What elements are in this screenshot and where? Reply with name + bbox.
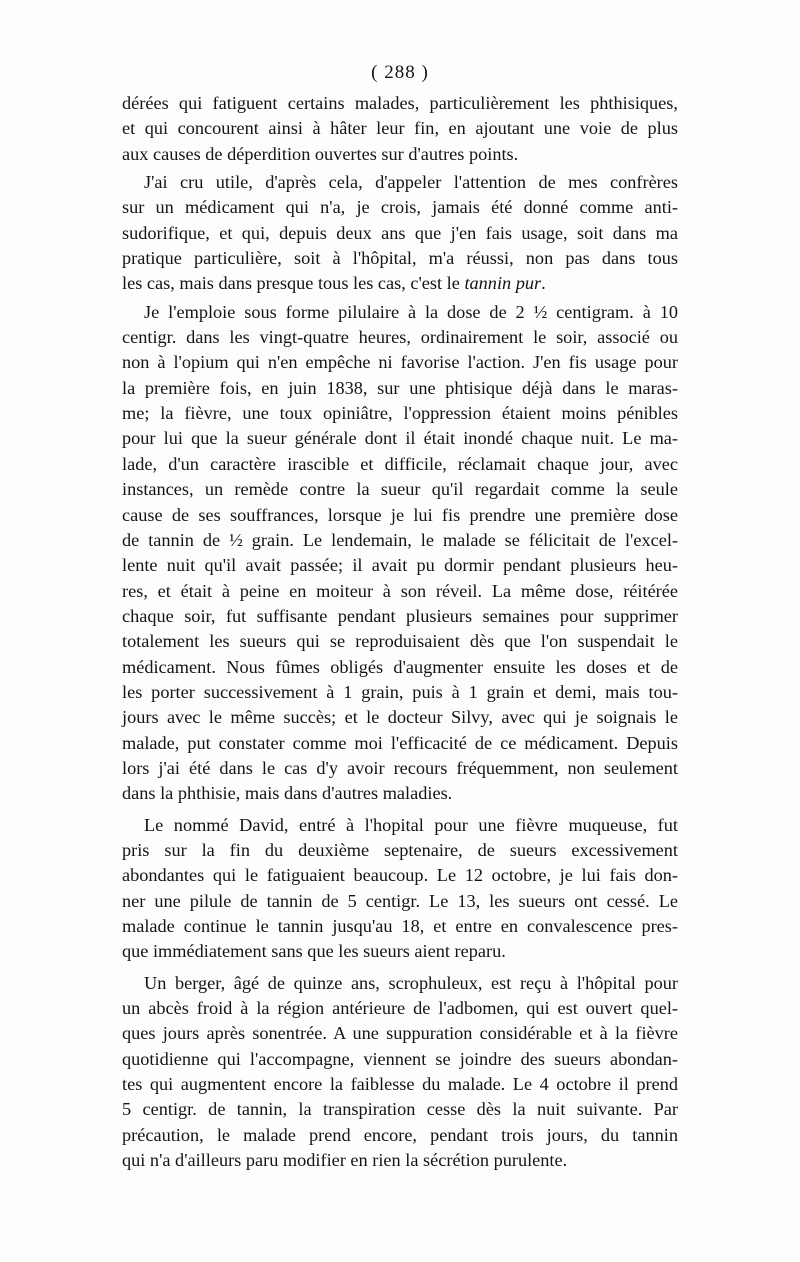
text-line: Le nommé David, entré à l'hopital pour une fièvre muqueuse, fut bbox=[144, 814, 678, 835]
text-line: res, et était à peine en moiteur à son réveil. La même dose, réitérée bbox=[122, 580, 678, 601]
text-line: dérées qui fatiguent certains malades, particulièrement les phthisiques, bbox=[122, 93, 678, 113]
text-line: précaution, le malade prend encore, pendant trois jours, du tannin bbox=[122, 1124, 678, 1145]
text-line: jours avec le même succès; et le docteur Silvy, avec qui je soignais le bbox=[122, 707, 678, 728]
text-line: abondantes qui le fatiguaient beaucoup. Le 12 octobre, je lui fais don- bbox=[122, 865, 678, 886]
text-line: sur un médicament qui n'a, je crois, jamais été donné comme anti- bbox=[122, 197, 678, 218]
paragraph-2 bbox=[122, 170, 678, 297]
text-line: qui n'a d'ailleurs paru modifier en rien la sécrétion purulente. bbox=[122, 1150, 568, 1171]
page-number: ( 288 ) bbox=[371, 62, 429, 83]
text-line: lente nuit qu'il avait passée; il avait pu dormir pendant plusieurs heu- bbox=[122, 555, 678, 576]
text-line: médicament. Nous fûmes obligés d'augmenter ensuite les doses et de bbox=[122, 656, 678, 677]
text-line: que immédiatement sans que les sueurs aient reparu. bbox=[122, 941, 506, 962]
text-line: de tannin de ½ grain. Le lendemain, le malade se félicitait de l'excel- bbox=[122, 529, 678, 550]
text-line-with-emphasis bbox=[122, 271, 678, 296]
text-line: dans la phthisie, mais dans d'autres maladies. bbox=[122, 783, 453, 804]
text-line: un abcès froid à la région antérieure de l'adbomen, qui est ouvert quel- bbox=[122, 998, 678, 1019]
text-line: pratique particulière, soit à l'hôpital, m'a réussi, non pas dans tous bbox=[122, 248, 678, 269]
text-line: Je l'emploie sous forme pilulaire à la dose de 2 ½ centigram. à 10 bbox=[144, 301, 678, 322]
text-line: cause de ses souffrances, lorsque je lui fis prendre une première dose bbox=[122, 504, 678, 525]
text-line: totalement les sueurs qui se reproduisaient dès que l'on suspendait le bbox=[122, 631, 678, 652]
text-line: tes qui augmentent encore la faiblesse du malade. Le 4 octobre il prend bbox=[122, 1074, 678, 1095]
text-line: Un berger, âgé de quinze ans, scrophuleux, est reçu à l'hôpital pour bbox=[144, 972, 678, 993]
text-line: aux causes de déperdition ouvertes sur d'autres points. bbox=[122, 143, 519, 164]
paragraph-1 bbox=[122, 91, 678, 167]
text-line: lors j'ai été dans le cas d'y avoir recours fréquemment, non seulement bbox=[122, 757, 678, 778]
text-line: 5 centigr. de tannin, la transpiration cesse dès la nuit suivante. Par bbox=[122, 1099, 678, 1120]
text-line: quotidienne qui l'accompagne, viennent se joindre des sueurs abondan- bbox=[122, 1048, 678, 1069]
text-line: et qui concourent ainsi à hâter leur fin, en ajoutant une voie de plus bbox=[122, 118, 678, 139]
text-line: malade continue le tannin jusqu'au 18, et entre en convalescence pres- bbox=[122, 916, 678, 936]
text-line: J'ai cru utile, d'après cela, d'appeler l'attention de mes confrères bbox=[144, 172, 678, 193]
text-line: les porter successivement à 1 grain, puis à 1 grain et demi, mais tou- bbox=[122, 681, 678, 702]
text-line: malade, put constater comme moi l'efficacité de ce médicament. Depuis bbox=[122, 732, 678, 753]
body-text bbox=[122, 91, 678, 1173]
emphasis-tannin-pur: tannin pur bbox=[464, 273, 542, 294]
text-segment: . bbox=[541, 273, 546, 294]
paragraph-4 bbox=[122, 813, 678, 965]
text-line: pour lui que la sueur générale dont il était inondé chaque nuit. Le ma- bbox=[122, 428, 678, 449]
text-line: pris sur la fin du deuxième septenaire, de sueurs excessivement bbox=[122, 839, 678, 860]
text-line: ques jours après sonentrée. A une suppuration considérable et à la fièvre bbox=[122, 1023, 678, 1044]
paragraph-5 bbox=[122, 971, 678, 1174]
text-segment: les cas, mais dans presque tous les cas, c'est le bbox=[122, 273, 460, 294]
text-line: instances, un remède contre la sueur qu'il regardait comme la seule bbox=[122, 479, 678, 500]
text-line: la première fois, en juin 1838, sur une phtisique déjà dans le maras- bbox=[122, 377, 678, 398]
text-line: chaque soir, fut suffisante pendant plusieurs semaines pour supprimer bbox=[122, 605, 678, 626]
text-line: centigr. dans les vingt-quatre heures, ordinairement le soir, associé ou bbox=[122, 327, 678, 348]
paragraph-3 bbox=[122, 300, 678, 807]
text-line: sudorifique, et qui, depuis deux ans que j'en fais usage, soit dans ma bbox=[122, 222, 678, 243]
text-line: lade, d'un caractère irascible et difficile, réclamait chaque jour, avec bbox=[122, 453, 678, 474]
text-line: ner une pilule de tannin de 5 centigr. Le 13, les sueurs ont cessé. Le bbox=[122, 890, 678, 911]
text-line: non à l'opium qui n'en empêche ni favorise l'action. J'en fis usage pour bbox=[122, 352, 678, 373]
text-line: me; la fièvre, une toux opiniâtre, l'oppression étaient moins pénibles bbox=[122, 403, 678, 424]
